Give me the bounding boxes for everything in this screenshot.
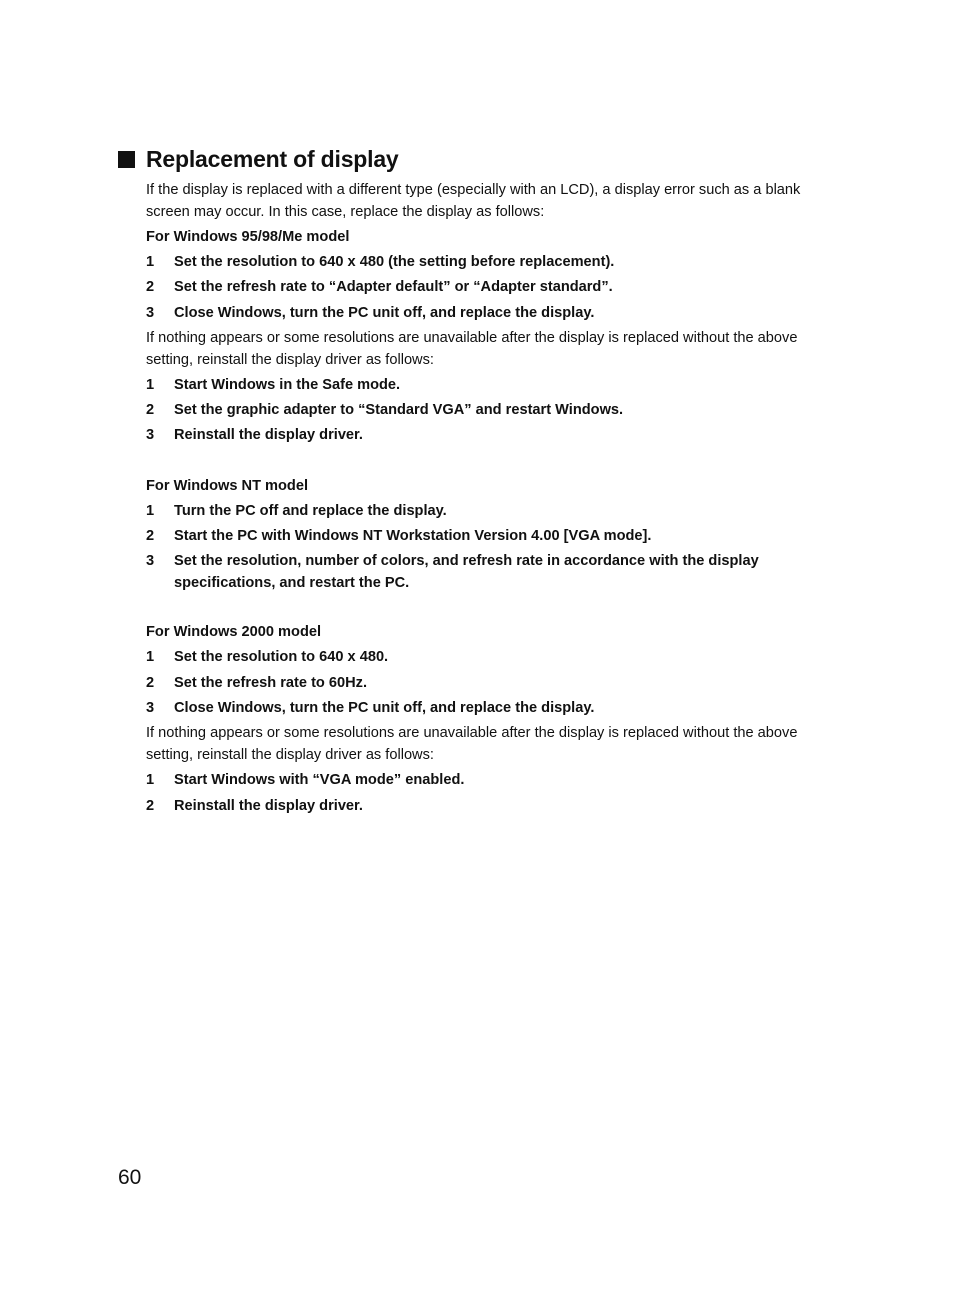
- section-title-win2000: For Windows 2000 model: [146, 624, 322, 641]
- section-spacer: [146, 450, 814, 475]
- content-body: [146, 179, 814, 820]
- step-text: Start Windows with “VGA mode” enabled.: [174, 772, 465, 789]
- section-spacer: [146, 596, 814, 621]
- step-number: 3: [146, 304, 155, 321]
- page-number: 60: [118, 1166, 142, 1189]
- step-item: [146, 424, 814, 449]
- step-item: [146, 646, 814, 671]
- step-number: 2: [146, 279, 155, 296]
- step-number: 3: [146, 553, 155, 570]
- step-text: Close Windows, turn the PC unit off, and replace the display.: [174, 699, 595, 716]
- note-paragraph: If nothing appears or some resolutions are unavailable after the display is replaced without the above setting, reinstall the display driver as follows:: [146, 725, 798, 764]
- step-text: Set the refresh rate to “Adapter default” or “Adapter standard”.: [174, 279, 613, 296]
- step-item: [146, 251, 814, 276]
- square-bullet-icon: [118, 151, 135, 168]
- step-item: [146, 525, 814, 550]
- step-number: 2: [146, 797, 155, 814]
- step-text: Set the resolution to 640 x 480 (the setting before replacement).: [174, 254, 615, 270]
- note-paragraph: If nothing appears or some resolutions are unavailable after the display is replaced without the above setting, reinstall the display driver as follows:: [146, 329, 798, 368]
- step-number: 2: [146, 528, 155, 545]
- step-item: [146, 550, 814, 596]
- section-title-win9x: For Windows 95/98/Me model: [146, 229, 350, 245]
- step-text: Set the resolution, number of colors, and refresh rate in accordance with the display specifications, and restart the PC.: [174, 553, 759, 592]
- step-text: Start Windows in the Safe mode.: [174, 376, 401, 393]
- step-text: Start the PC with Windows NT Workstation Version 4.00 [VGA mode].: [174, 528, 652, 545]
- step-number: 1: [146, 502, 155, 519]
- step-number: 1: [146, 772, 155, 789]
- step-item: [146, 672, 814, 697]
- step-text: Set the graphic adapter to “Standard VGA” and restart Windows.: [174, 402, 624, 419]
- step-item: [146, 276, 814, 301]
- step-item: [146, 769, 814, 794]
- step-text: Set the refresh rate to 60Hz.: [174, 674, 368, 691]
- step-item: [146, 500, 814, 525]
- step-item: [146, 795, 814, 820]
- step-item: [146, 399, 814, 424]
- step-number: 3: [146, 427, 155, 444]
- page-title: Replacement of display: [146, 146, 399, 172]
- step-number: 1: [146, 649, 155, 666]
- step-text: Turn the PC off and replace the display.: [174, 502, 447, 519]
- step-text: Reinstall the display driver.: [174, 427, 363, 444]
- section-heading: [118, 144, 399, 174]
- step-item: [146, 302, 814, 327]
- section-title-winnt: For Windows NT model: [146, 477, 309, 494]
- step-text: Set the resolution to 640 x 480.: [174, 649, 389, 666]
- step-number: 1: [146, 254, 155, 270]
- step-item: [146, 374, 814, 399]
- intro-paragraph: If the display is replaced with a different type (especially with an LCD), a display error such as a blank screen may occur. In this case, replace the display as follows:: [146, 182, 801, 220]
- step-text: Close Windows, turn the PC unit off, and replace the display.: [174, 304, 595, 321]
- step-number: 2: [146, 674, 155, 691]
- step-number: 3: [146, 699, 155, 716]
- step-item: [146, 697, 814, 722]
- step-number: 2: [146, 402, 155, 419]
- step-number: 1: [146, 376, 155, 393]
- step-text: Reinstall the display driver.: [174, 797, 363, 814]
